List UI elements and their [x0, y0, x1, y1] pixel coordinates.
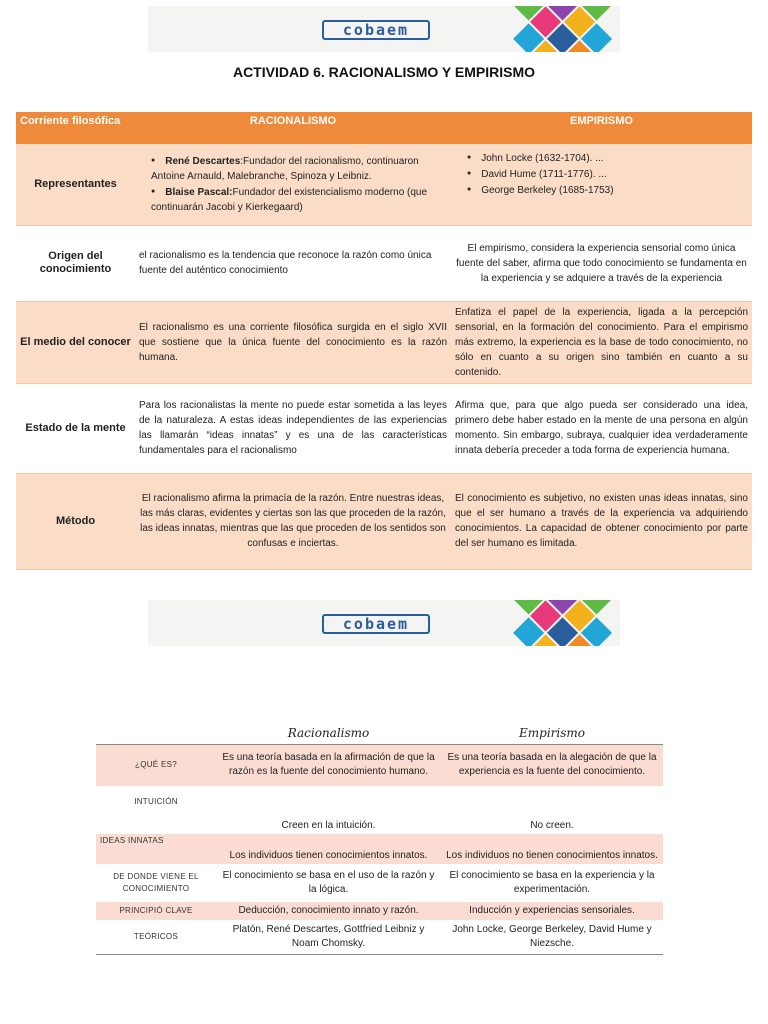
table-row [96, 786, 663, 834]
table-row [96, 834, 663, 864]
row-label: Estado de la mente [16, 383, 135, 473]
row-label: El medio del conocer [16, 301, 135, 383]
table-row [16, 473, 752, 569]
page-title: ACTIVIDAD 6. RACIONALISMO Y EMPIRISMO [232, 64, 536, 80]
row-label: PRINCIPIÓ CLAVE [96, 902, 216, 920]
table-header-row [16, 112, 752, 144]
list-item [139, 184, 447, 215]
list-item [139, 153, 447, 184]
header-corriente: Corriente filosófica [16, 112, 135, 144]
row-label: Origen del conocimiento [16, 225, 135, 301]
header-empty [96, 724, 216, 744]
cell-racionalismo: el racionalismo es la tendencia que reconoce la razón como única fuente del auténtico conocimiento [135, 225, 451, 301]
row-label: Representantes [16, 144, 135, 225]
cell-empirismo: Enfatiza el papel de la experiencia, ligada a la percepción sensorial, en la formación del conocimiento. Para el empirismo más extremo, la experiencia es la base de todo conocimiento, no sólo en cuanto a su origen sino también en cuanto a su contenido. [451, 301, 752, 383]
header-empirismo: EMPIRISMO [451, 112, 752, 144]
cell-racionalismo: Para los racionalistas la mente no puede estar sometida a las leyes de la naturaleza. A estas ideas independientes de las experiencias las llamarán “ideas innatas” y es una de las características fundamentales para el racionalismo [135, 383, 451, 473]
cell-racionalismo: Platón, René Descartes, Gottfried Leibniz y Noam Chomsky. [216, 920, 441, 954]
table-row [16, 144, 752, 225]
cell-racionalismo: El racionalismo afirma la primacía de la razón. Entre nuestras ideas, las más claras, evidentes y ciertas son las que proceden de la razón, las ideas innatas, mientras que las que proceden de los sentidos son confusas e inciertas. [135, 473, 451, 569]
cell-empirismo: Afirma que, para que algo pueda ser considerado una idea, primero debe haber estado en la mente de una persona en algún momento. Sin embargo, subraya, cualquier idea verdaderamente innata debería preceder a toda forma de experiencia humana. [451, 383, 752, 473]
rep-text: :Fundador del racionalismo, continuaron Antoine Arnauld, Malebranche, Spinoza y Leibniz. [151, 156, 419, 183]
header-racionalismo: Racionalismo [216, 724, 441, 744]
cobaem-logo: cobaem [322, 20, 430, 40]
row-label: INTUICIÓN [134, 797, 178, 806]
header-racionalismo: RACIONALISMO [135, 112, 451, 144]
rep-text: Fundador del existencialismo moderno (que continuarán Jacobi y Kierkegaard) [151, 187, 428, 214]
cell-empirismo [451, 144, 752, 225]
table-row [16, 383, 752, 473]
row-label: IDEAS INNATAS [96, 834, 216, 864]
cell-racionalismo: El conocimiento se basa en el uso de la razón y la lógica. [222, 870, 435, 895]
cell-racionalismo: Es una teoría basada en la afirmación de que la razón es la fuente del conocimiento humano. [216, 744, 441, 786]
cobaem-logo: cobaem [322, 614, 430, 634]
row-label: TEÓRICOS [96, 920, 216, 954]
cell-empirismo: Los individuos no tienen conocimientos innatos. [441, 834, 663, 864]
table-row [96, 744, 663, 786]
table-row [96, 864, 663, 902]
cell-empirismo: El conocimiento es subjetivo, no existen unas ideas innatas, sino que el ser humano a través de la experiencia va adquiriendo conocimientos. La capacidad de obtener conocimiento por parte del ser humano es limitada. [451, 473, 752, 569]
cell-empirismo: El conocimiento se basa en la experiencia y la experimentación. [449, 870, 655, 895]
cell-racionalismo [135, 144, 451, 225]
cell-empirismo: Es una teoría basada en la alegación de que la experiencia es la fuente del conocimiento. [441, 744, 663, 786]
cell-empirismo: El empirismo, considera la experiencia sensorial como única fuente del saber, afirma que todo conocimiento se fundamenta en la experiencia y se adquiere a través de la experiencia [451, 225, 752, 301]
table-row [96, 902, 663, 920]
list-item: ● George Berkeley (1685-1753) [455, 182, 748, 198]
table-row [96, 920, 663, 954]
row-label: Método [16, 473, 135, 569]
row-label: DE DONDE VIENE EL CONOCIMIENTO [113, 872, 199, 893]
table-row [16, 301, 752, 383]
cell-empirismo: Inducción y experiencias sensoriales. [441, 902, 663, 920]
list-item: ● John Locke (1632-1704). ... [455, 150, 748, 166]
header-empirismo: Empirismo [441, 724, 663, 744]
mosaic-pattern-icon [474, 600, 620, 646]
footer-banner [148, 600, 620, 646]
header-banner [148, 6, 620, 52]
table-row [16, 225, 752, 301]
cell-racionalismo: El racionalismo es una corriente filosófica surgida en el siglo XVII que sostiene que la única fuente del conocimiento es la razón humana. [135, 301, 451, 383]
table-header-row [96, 724, 663, 744]
row-label: ¿QUÉ ES? [96, 744, 216, 786]
cell-racionalismo: Deducción, conocimiento innato y razón. [216, 902, 441, 920]
list-item: ● David Hume (1711-1776). ... [455, 166, 748, 182]
cell-racionalismo: Creen en la intuición. [281, 820, 376, 831]
cell-empirismo: No creen. [530, 820, 574, 831]
comparison-table [16, 112, 752, 570]
cell-racionalismo: Los individuos tienen conocimientos innatos. [216, 834, 441, 864]
rep-name: Blaise Pascal: [165, 187, 233, 199]
mosaic-pattern-icon [474, 6, 620, 52]
rep-name: René Descartes [165, 156, 241, 168]
cell-empirismo: John Locke, George Berkeley, David Hume y Niezsche. [441, 920, 663, 954]
summary-table [96, 724, 663, 955]
